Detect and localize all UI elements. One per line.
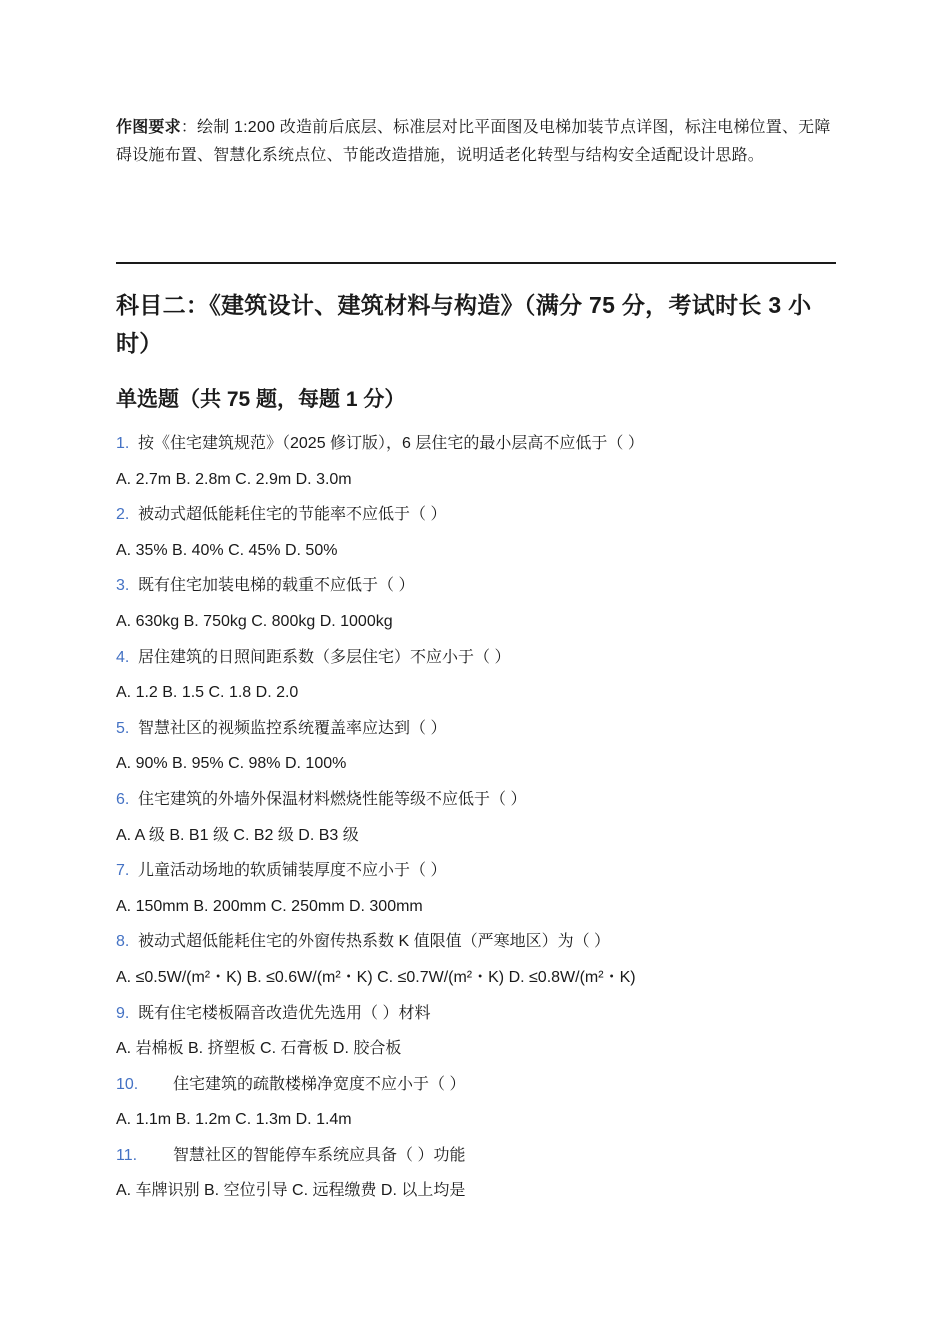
question-item xyxy=(116,426,836,497)
question-options: A. 150mm B. 200mm C. 250mm D. 300mm xyxy=(116,897,423,915)
question-number: 2. xyxy=(116,506,130,524)
question-number: 11. xyxy=(116,1146,138,1164)
section-divider xyxy=(116,262,836,264)
question-number: 6. xyxy=(116,790,130,808)
drawing-requirement xyxy=(116,114,836,170)
question-number: 7. xyxy=(116,862,130,880)
question-options: A. 2.7m B. 2.8m C. 2.9m D. 3.0m xyxy=(116,470,352,488)
question-stem xyxy=(116,497,836,533)
question-item xyxy=(116,782,836,853)
subject-title: 科目二：《建筑设计、建筑材料与构造》（满分 75 分，考试时长 3 小时） xyxy=(116,292,812,356)
question-options: A. 1.2 B. 1.5 C. 1.8 D. 2.0 xyxy=(116,684,299,702)
question-item xyxy=(116,924,836,995)
question-text: 既有住宅楼板隔音改造优先选用（ ）材料 xyxy=(138,1004,431,1022)
question-number: 9. xyxy=(116,1004,130,1022)
question-item xyxy=(116,1067,836,1138)
question-item xyxy=(116,497,836,568)
question-options: A. 35% B. 40% C. 45% D. 50% xyxy=(116,541,338,559)
drawing-requirement-label: 作图要求 xyxy=(116,119,181,136)
question-item xyxy=(116,1138,836,1209)
question-stem xyxy=(116,568,836,604)
question-item xyxy=(116,568,836,639)
question-text: 被动式超低能耗住宅的节能率不应低于（ ） xyxy=(138,506,447,524)
question-item xyxy=(116,640,836,711)
question-text: 既有住宅加装电梯的载重不应低于（ ） xyxy=(138,577,415,595)
question-number: 8. xyxy=(116,933,130,951)
drawing-requirement-text: 绘制 1:200 改造前后底层、标准层对比平面图及电梯加装节点详图，标注电梯位置、无障碍设施布置、智慧化系统点位、节能改造措施，说明适老化转型与结构安全适配设计思路。 xyxy=(116,119,831,164)
question-options: A. 岩棉板 B. 挤塑板 C. 石膏板 D. 胶合板 xyxy=(116,1040,402,1058)
question-number: 1. xyxy=(116,435,130,452)
question-options: A. 1.1m B. 1.2m C. 1.3m D. 1.4m xyxy=(116,1111,352,1129)
question-stem xyxy=(116,996,836,1032)
question-text: 智慧社区的智能停车系统应具备（ ）功能 xyxy=(173,1146,466,1164)
question-number: 5. xyxy=(116,719,130,737)
question-stem xyxy=(116,853,836,889)
question-number: 10. xyxy=(116,1075,139,1093)
question-options: A. 车牌识别 B. 空位引导 C. 远程缴费 D. 以上均是 xyxy=(116,1182,466,1200)
question-number: 4. xyxy=(116,648,130,666)
question-stem xyxy=(116,924,836,960)
question-item xyxy=(116,996,836,1067)
question-text: 按《住宅建筑规范》（2025 修订版），6 层住宅的最小层高不应低于（ ） xyxy=(138,435,644,452)
question-options: A. 90% B. 95% C. 98% D. 100% xyxy=(116,755,347,773)
question-text: 智慧社区的视频监控系统覆盖率应达到（ ） xyxy=(138,719,447,737)
question-text: 住宅建筑的外墙外保温材料燃烧性能等级不应低于（ ） xyxy=(138,790,527,808)
question-options: A. 630kg B. 750kg C. 800kg D. 1000kg xyxy=(116,612,393,630)
section-title: 单选题（共 75 题，每题 1 分） xyxy=(116,388,406,411)
question-stem xyxy=(116,711,836,747)
question-stem xyxy=(116,782,836,818)
question-list xyxy=(116,426,836,1209)
question-options: A. ≤0.5W/(m²・K) B. ≤0.6W/(m²・K) C. ≤0.7W/(m²・K) D. ≤0.8W/(m²・K) xyxy=(116,968,636,986)
question-stem xyxy=(116,426,836,462)
question-text: 儿童活动场地的软质铺装厚度不应小于（ ） xyxy=(138,862,447,880)
drawing-requirement-colon: ： xyxy=(180,119,198,136)
question-stem xyxy=(116,1067,836,1103)
question-item xyxy=(116,711,836,782)
question-stem xyxy=(116,640,836,676)
question-text: 居住建筑的日照间距系数（多层住宅）不应小于（ ） xyxy=(138,648,511,666)
question-number: 3. xyxy=(116,577,130,595)
question-text: 被动式超低能耗住宅的外窗传热系数 K 值限值（严寒地区）为（ ） xyxy=(138,933,611,951)
question-text: 住宅建筑的疏散楼梯净宽度不应小于（ ） xyxy=(173,1075,466,1093)
question-stem xyxy=(116,1138,836,1174)
question-options: A. A 级 B. B1 级 C. B2 级 D. B3 级 xyxy=(116,826,359,844)
question-item xyxy=(116,853,836,924)
